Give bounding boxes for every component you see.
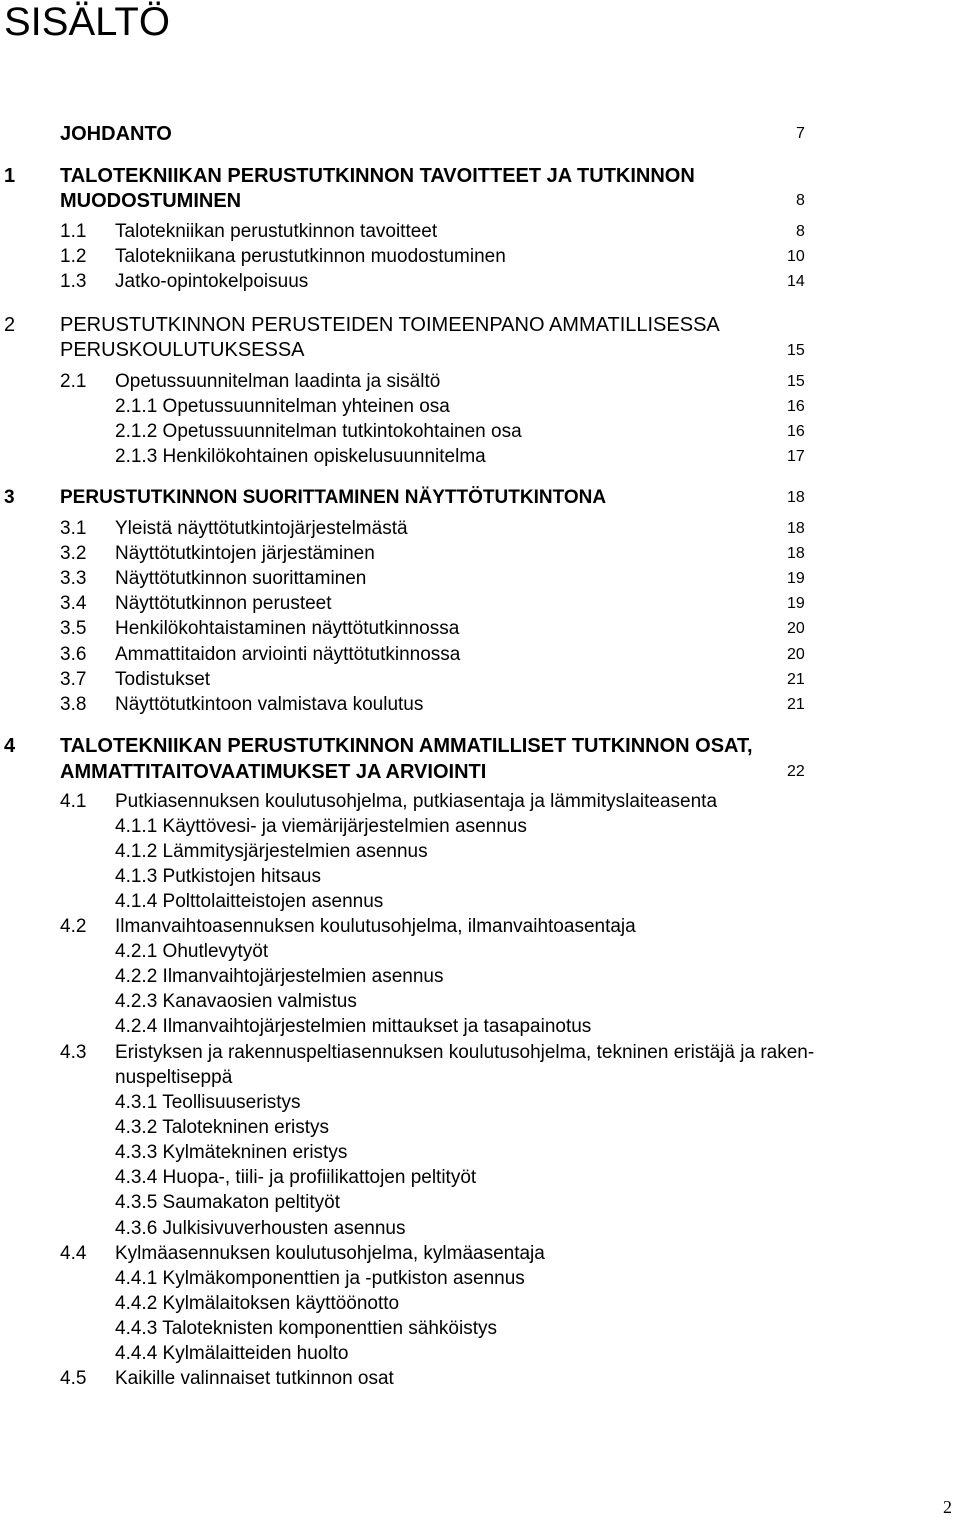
toc-label-cont: AMMATTITAITOVAATIMUKSET JA ARVIOINTI (60, 761, 487, 783)
toc-num: 3.8 (60, 693, 87, 715)
toc-subsection[interactable]: 4.4.3 Taloteknisten komponenttien sähköistys (115, 1318, 497, 1340)
toc-num: 4.1 (60, 791, 87, 812)
toc-label: Näyttötutkinnon suorittaminen (115, 568, 367, 590)
toc-label: Näyttötutkintoon valmistava koulutus (115, 693, 424, 715)
toc-page: 20 (787, 645, 805, 663)
toc-label: Ilmanvaihtoasennuksen koulutusohjelma, ilmanvaihtoasentaja (115, 916, 636, 937)
toc-num: 4 (4, 735, 16, 757)
toc-page: 8 (796, 192, 805, 209)
toc-label: Yleistä näyttötutkintojärjestelmästä (115, 518, 408, 539)
toc-subsection[interactable]: 4.4.1 Kylmäkomponenttien ja -putkiston asennus (115, 1268, 525, 1289)
toc-label: Kaikille valinnaiset tutkinnon osat (115, 1368, 394, 1389)
toc-page: 17 (787, 448, 805, 465)
toc-label: Henkilökohtaistaminen näyttötutkinnossa (115, 618, 460, 640)
toc-num: 3.4 (60, 593, 87, 615)
toc-label: 2.1.1 Opetussuunnitelman yhteinen osa (115, 396, 450, 417)
toc-page: 18 (787, 489, 805, 506)
toc-label: PERUSTUTKINNON PERUSTEIDEN TOIMEENPANO AMMATILLISESSA (60, 314, 720, 336)
toc-page: 21 (787, 670, 805, 688)
toc-page: 21 (787, 695, 805, 713)
toc-label: PERUSTUTKINNON SUORITTAMINEN NÄYTTÖTUTKINTONA (60, 487, 607, 508)
toc-subsection[interactable]: 4.3.5 Saumakaton peltityöt (115, 1192, 340, 1214)
toc-page: 15 (787, 342, 805, 359)
toc-label: 2.1.3 Henkilökohtainen opiskelusuunnitelma (115, 446, 486, 467)
toc-subsection[interactable]: 4.3.3 Kylmätekninen eristys (115, 1142, 348, 1164)
toc-label: Opetussuunnitelman laadinta ja sisältö (115, 371, 441, 392)
toc-label: Jatko-opintokelpoisuus (115, 271, 309, 292)
toc-num: 4.4 (60, 1243, 87, 1264)
toc-subsection[interactable]: 4.1.3 Putkistojen hitsaus (115, 866, 321, 888)
toc-label-cont: nuspeltiseppä (115, 1067, 233, 1088)
toc-subsection[interactable]: 4.3.2 Talotekninen eristys (115, 1117, 330, 1139)
toc-num: 4.3 (60, 1042, 87, 1063)
toc-label: 2.1.2 Opetussuunnitelman tutkintokohtainen osa (115, 421, 522, 442)
page-title: SISÄLTÖ (4, 0, 170, 44)
toc-num: 1 (4, 165, 16, 187)
toc-num: 3.6 (60, 643, 87, 665)
toc-subsection[interactable]: 4.2.2 Ilmanvaihtojärjestelmien asennus (115, 966, 444, 988)
toc-label: Talotekniikan perustutkinnon tavoitteet (115, 221, 438, 242)
toc-num: 2 (4, 314, 16, 336)
toc-subsection[interactable]: 4.1.4 Polttolaitteistojen asennus (115, 891, 384, 913)
toc-num: 3.2 (60, 543, 87, 565)
toc-num: 3.5 (60, 618, 87, 640)
toc-subsection[interactable]: 4.3.4 Huopa-, tiili- ja profiilikattojen peltityöt (115, 1167, 477, 1189)
toc-label: Putkiasennuksen koulutusohjelma, putkiasentaja ja lämmityslaiteasenta (115, 791, 718, 812)
toc-num: 1.1 (60, 221, 87, 242)
toc-label: TALOTEKNIIKAN PERUSTUTKINNON AMMATILLISET TUTKINNON OSAT, (60, 735, 753, 757)
toc-num: 2.1 (60, 371, 87, 392)
toc-page: 19 (787, 570, 805, 588)
toc-page: 18 (787, 545, 805, 563)
toc-subsection[interactable]: 4.3.1 Teollisuuseristys (115, 1092, 301, 1113)
toc-subsection[interactable]: 4.4.4 Kylmälaitteiden huolto (115, 1343, 349, 1365)
toc-num: 3.3 (60, 568, 87, 590)
toc-label: Ammattitaidon arviointi näyttötutkinnossa (115, 643, 461, 665)
toc-num: 1.2 (60, 246, 87, 267)
toc-page: 16 (787, 398, 805, 415)
toc-subsection[interactable]: 4.1.1 Käyttövesi- ja viemärijärjestelmien asennus (115, 816, 527, 837)
toc-label: Talotekniikana perustutkinnon muodostuminen (115, 246, 506, 267)
toc-subsection[interactable]: 4.2.4 Ilmanvaihtojärjestelmien mittaukset ja tasapainotus (115, 1016, 592, 1038)
toc-num: 1.3 (60, 271, 87, 292)
toc-page: 16 (787, 423, 805, 440)
toc-label: Näyttötutkinnon perusteet (115, 593, 332, 615)
toc-page: 14 (787, 273, 805, 290)
toc-page: 8 (796, 223, 805, 240)
toc-num: 3.7 (60, 668, 87, 690)
toc-page: 18 (787, 520, 805, 537)
toc-subsection[interactable]: 4.4.2 Kylmälaitoksen käyttöönotto (115, 1293, 400, 1315)
toc-page: 22 (787, 763, 805, 780)
toc-subsection[interactable]: 4.1.2 Lämmitysjärjestelmien asennus (115, 841, 428, 863)
toc-num: 4.5 (60, 1368, 87, 1389)
toc-label-cont: MUODOSTUMINEN (60, 190, 242, 212)
toc-subsection[interactable]: 4.2.1 Ohutlevytyöt (115, 941, 269, 962)
toc-label: Todistukset (115, 668, 211, 690)
toc-label: TALOTEKNIIKAN PERUSTUTKINNON TAVOITTEET JA TUTKINNON (60, 165, 695, 187)
toc-page: 15 (787, 373, 805, 390)
toc-page: 10 (787, 248, 805, 265)
toc-subsection[interactable]: 4.3.6 Julkisivuverhousten asennus (115, 1217, 406, 1239)
toc-label: Eristyksen ja rakennuspeltiasennuksen koulutusohjelma, tekninen eristäjä ja raken- (115, 1042, 815, 1063)
toc-label: Näyttötutkintojen järjestäminen (115, 543, 375, 565)
toc-label: JOHDANTO (60, 123, 172, 145)
toc-label-cont: PERUSKOULUTUKSESSA (60, 339, 305, 361)
toc-subsection[interactable]: 4.2.3 Kanavaosien valmistus (115, 991, 357, 1013)
toc-page: 7 (796, 125, 805, 142)
toc-num: 3.1 (60, 518, 87, 539)
page-number: 2 (943, 1497, 952, 1517)
toc-page: 20 (787, 620, 805, 638)
toc-num: 4.2 (60, 916, 87, 937)
toc-label: Kylmäasennuksen koulutusohjelma, kylmäasentaja (115, 1243, 545, 1264)
toc-num: 3 (4, 487, 15, 508)
toc-page: 19 (787, 595, 805, 613)
